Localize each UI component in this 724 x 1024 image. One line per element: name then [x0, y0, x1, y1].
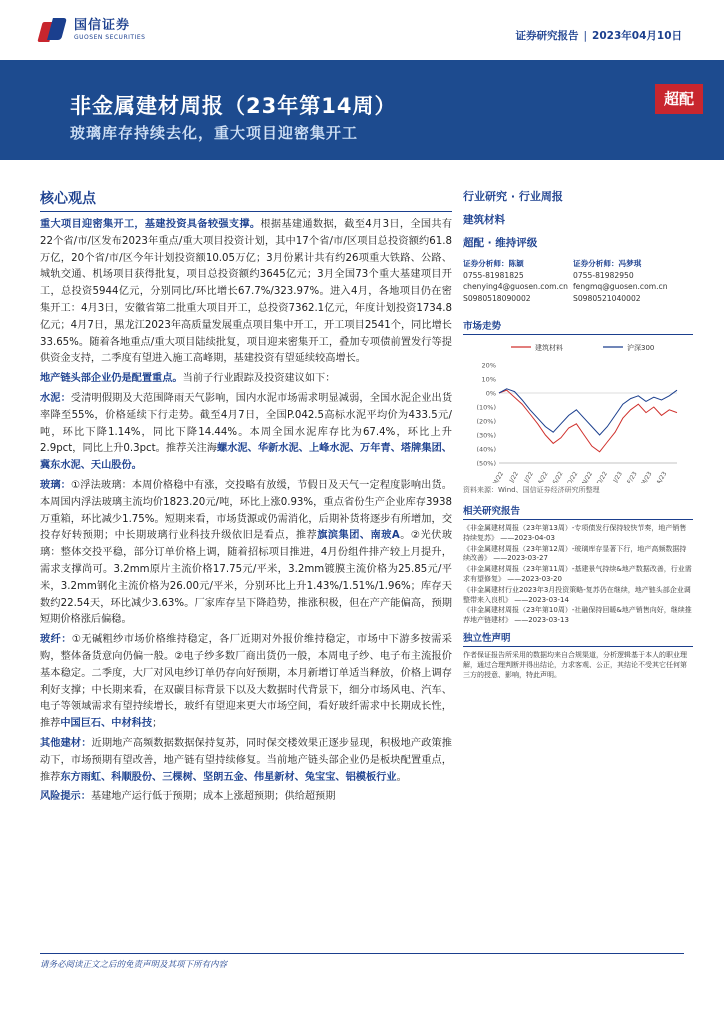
x-tick-label: J/22 [508, 470, 521, 483]
related-report-item[interactable]: 《非金属建材周报（23年第10周）-社融保持回暖&地产销售向好，继续推荐地产链建材》 ——2023-03-13 [463, 606, 692, 625]
analyst-name: 证券分析师：陈颖 [463, 259, 524, 268]
y-tick-label: (10%) [476, 403, 496, 412]
y-tick-label: 10% [481, 375, 496, 384]
legend-label: 沪深300 [627, 344, 655, 352]
cement-picks: 螺水泥、华新水泥、上峰水泥、万年青、塔牌集团、冀东水泥、天山股份。 [40, 443, 452, 472]
report-title: 非金属建材周报（23年第14周） [70, 94, 397, 118]
para-body: 受清明假期及大范围降雨天气影响，国内水泥市场需求明显减弱，全国水泥企业出货率降至55%，价格延续下行走势。截至4月7日，全国P.042.5高标水泥平均价为433.5元/吨，环比下降1.14%，同比下降14.44%。本周全国水泥库存比为67.4%，环比上升2.9pct，同比上升0.3pct。推荐关注海 [40, 392, 453, 455]
glass-picks: 旗滨集团、南玻A [317, 530, 400, 542]
core-views-column [40, 188, 452, 809]
independence-statement: 作者保证报告所采用的数据均来自合规渠道，分析逻辑基于本人的职业理解，通过合理判断并得出结论，力求客观、公正，其结论不受其它任何第三方的授意、影响，特此声明。 [463, 650, 687, 679]
market-trend-heading: 市场走势 [463, 318, 693, 335]
x-tick-label: M/23 [640, 470, 654, 483]
para-head: 其他建材： [40, 737, 92, 749]
para-body: 。②光伏玻璃：整体交投平稳，部分订单价格上调，随着招标项目推进，4月份组件排产较上月提升，需求支撑尚可。3.2mm原片主流价格17.75元/平米，3.2mm镀膜主流价格为25.85元/平米，3.2mm钢化主流价格为26.00元/平米，分别环比上升1.43%/1.51%/1.96%；库存天数约22.54天，环比减少3.63%。厂家库存呈下降趋势，推涨积极，但在产产能偏高，预期短期价格涨后偏稳。 [40, 530, 453, 626]
y-tick-label: (40%) [476, 445, 496, 454]
x-tick-label: S/22 [551, 470, 565, 483]
para-head: 地产链头部企业仍是配置重点。 [40, 373, 183, 385]
other-picks: 东方雨虹、科顺股份、三棵树、坚朗五金、伟星新材、兔宝宝、铝模板行业 [60, 771, 397, 783]
para-real-estate [40, 371, 452, 388]
report-date: 2023年04月10日 [592, 30, 682, 42]
y-tick-label: (20%) [476, 417, 496, 426]
para-body: ①无碱粗纱市场价格维持稳定，各厂近期对外报价维持稳定，市场中下游多按需采购，整体备货意向仍偏一般。②电子纱多数厂商出货仍一般，本周电子纱、电子布主流报价基本稳定。二季度，大厂对风电纱订单仍存向好预期，本月新增订单适当释放，价格上调存利好支撑；中长期来看，在双碳目标背景下以及大数据时代背景下，细分市场风电、汽车、电子等领域需求有望持续增长，玻纤有望迎来更大市场空间，看好玻纤需求中长期成长性，推荐 [40, 634, 452, 730]
para-end: 。 [396, 771, 407, 783]
x-tick-label: O/22 [566, 470, 580, 483]
logo-mark-icon [40, 16, 68, 44]
market-trend-svg [463, 335, 693, 483]
sidebar-column [463, 188, 693, 680]
market-trend-chart [463, 335, 693, 483]
related-report-item[interactable]: 《非金属建材周报（23年第13周）-专项债发行保持较快节奏，地产销售持续复苏》 ——2023-04-03 [463, 524, 687, 542]
chart-source: 资料来源：Wind、国信证券经济研究所整理 [463, 486, 600, 494]
fiberglass-picks: 中国巨石、中材科技 [60, 718, 153, 730]
para-head: 水泥： [40, 392, 71, 404]
report-type: 证券研究报告 [515, 30, 579, 42]
analyst-phone: 0755-81981825 [463, 270, 524, 280]
logo-text-en: GUOSEN SECURITIES [74, 34, 146, 41]
x-tick-label: J/23 [612, 470, 624, 483]
legend-label: 建筑材料 [535, 344, 563, 352]
analyst-name: 证券分析师：冯梦琪 [573, 259, 642, 268]
para-body: ①浮法玻璃：本周价格稳中有涨，交投略有放缓，节假日及天气一定程度影响出货。本周国内浮法玻璃主流均价1823.20元/吨，环比上涨0.93%，重点省份生产企业库存3938万重箱，环比减少1.75%。短期来看，市场货源或仍需消化，后期补货将逐步有所增加，交投存好转预期；中长期玻璃行业科技升级依旧是看点，推荐 [40, 479, 452, 542]
para-cement [40, 391, 452, 475]
para-body: 基建地产运行低于预期；成本上涨超预期；供给超预期 [90, 791, 336, 803]
para-risk [40, 789, 452, 806]
para-head: 风险提示： [40, 791, 91, 803]
independence-heading: 独立性声明 [463, 630, 693, 647]
series-line-csi300 [499, 389, 677, 435]
para-body: 根据基建通数据，截至4月3日，全国共有22个省/市/区发布2023年重点/重大项目投资计划，其中17个省/市/区项目总投资额约61.8万亿，20个省/市/区今年计划投资额10.05万亿；3月份累计共有约26项重大铁路、公路、城轨交通、机场项目获得批复，项目总投资额约3645亿元；3月全国73个重大基建项目开工，总投资5944亿元，分别同比/环比增长67.7%/323.97%。进入4月，各地项目仍在密集开工：4月3日，安徽省第二批重大项目开工，总投资7362.1亿元，年度计划投资1734.8亿元；4月7日，黑龙江2023年高质量发展重点项目集中开工，开工项目2541个，同比增长33.65%。随着各地重点/重大项目陆续批复，项目迎来密集开工，叠加专项债前置发行等提供资金支持，二季度有望进入施工高峰期，基建投资有望延续较高增长。 [40, 219, 453, 365]
para-glass [40, 478, 452, 629]
para-head: 玻璃： [40, 479, 71, 491]
report-subtitle: 玻璃库存持续去化，重大项目迎密集开工 [70, 124, 359, 142]
para-head: 重大项目迎密集开工，基建投资具备较强支撑。 [40, 219, 261, 230]
industry-label: 行业研究 · 行业周报 [463, 190, 563, 203]
rating-label: 超配 · 维持评级 [463, 237, 538, 249]
guosen-logo [40, 16, 145, 44]
para-body: 近期地产高频数据数据保持复苏，同时保交楼效果正逐步显现，积极地产政策推动下，市场预期有望改善，地产链有望持续修复。当前地产链头部企业仍是板块配置重点，推荐 [40, 737, 452, 783]
header-meta: 证券研究报告 | 2023年04月10日 [515, 30, 682, 42]
analyst-email[interactable]: fengmq@guosen.com.cn [573, 282, 668, 291]
x-tick-label: A/23 [655, 470, 669, 483]
x-tick-label: N/22 [581, 470, 595, 483]
para-end: ； [152, 718, 163, 730]
related-report-item[interactable]: 《非金属建材周报（23年第11周）-基建景气持续&地产数据改善，行业需求有望修复》 ——2023-03-20 [463, 565, 692, 583]
analyst-1 [463, 258, 573, 304]
para-head: 玻纤： [40, 634, 72, 646]
logo-text-cn: 国信证券 [74, 18, 131, 33]
footer-disclaimer: 请务必阅读正文之后的免责声明及其项下所有内容 [40, 960, 228, 970]
analyst-id: S0980521040002 [573, 293, 641, 303]
sector-label: 建筑材料 [463, 214, 505, 226]
related-reports-list [463, 524, 693, 626]
x-tick-label: A/22 [536, 470, 550, 483]
analyst-phone: 0755-81982950 [573, 270, 634, 280]
x-tick-label: D/22 [595, 470, 610, 483]
rating-tag: 超配 [655, 84, 703, 114]
related-reports-heading: 相关研究报告 [463, 503, 693, 520]
y-tick-label: 0% [485, 389, 496, 398]
para-other [40, 736, 452, 786]
x-tick-label: J/22 [523, 470, 535, 483]
para-body: 当前子行业跟踪及投资建议如下： [182, 373, 336, 385]
para-fiberglass [40, 632, 452, 733]
footer-divider [40, 953, 684, 954]
analysts [463, 258, 693, 304]
x-tick-label: M/22 [491, 470, 506, 483]
y-tick-label: (50%) [476, 459, 496, 468]
analyst-2 [573, 258, 683, 304]
x-tick-label: F/23 [626, 470, 639, 483]
analyst-id: S0980518090002 [463, 293, 531, 303]
core-views-title: 核心观点 [40, 188, 452, 212]
y-tick-label: 20% [481, 361, 496, 370]
related-report-item[interactable]: 《非金属建材周报（23年第12周）-玻璃库存显著下行，地产高频数据持续改善》 ——2023-03-27 [463, 544, 687, 563]
para-infrastructure [40, 217, 452, 368]
page-header [0, 0, 724, 60]
related-report-item[interactable]: 《非金属建材行业2023年3月投资策略-复苏仍在继续，地产链头部企业调整带来入良机》 ——2023-03-14 [463, 585, 691, 604]
analyst-email[interactable]: chenying4@guosen.com.cn [463, 282, 568, 291]
y-tick-label: (30%) [476, 431, 496, 440]
